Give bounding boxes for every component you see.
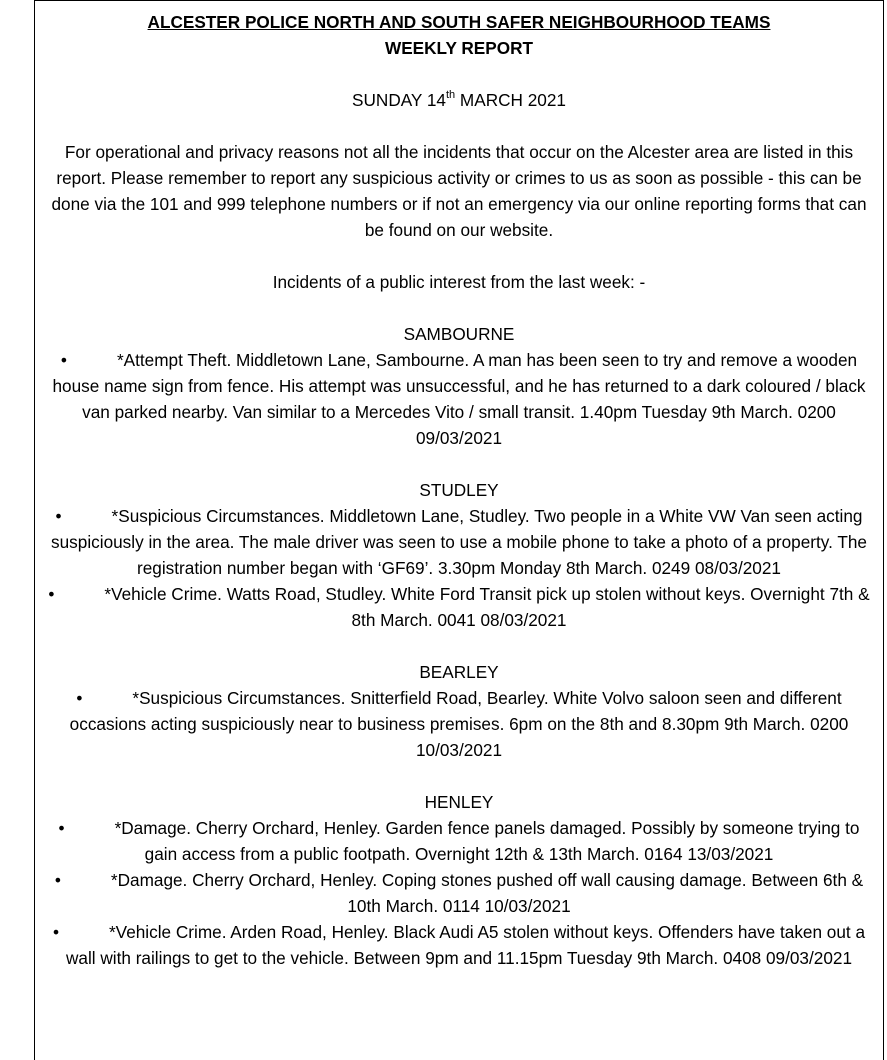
area-heading: HENLEY — [424, 792, 494, 812]
incident-item — [41, 581, 877, 633]
incident-item — [41, 685, 877, 763]
section-henley — [41, 789, 877, 971]
report-date — [41, 87, 877, 113]
incident-item — [41, 347, 877, 451]
report-title: ALCESTER POLICE NORTH AND SOUTH SAFER NEIGHBOURHOOD TEAMS — [147, 12, 771, 32]
bullet-icon: • — [76, 688, 83, 708]
bullet-icon: • — [58, 818, 65, 838]
incident-item — [41, 503, 877, 581]
bullet-icon: • — [55, 506, 62, 526]
report-document — [35, 1, 883, 971]
incidents-lead: Incidents of a public interest from the last week: - — [272, 272, 646, 292]
report-page — [34, 0, 884, 1060]
bullet-icon: • — [52, 922, 59, 942]
incident-text: *Vehicle Crime. Watts Road, Studley. White Ford Transit pick up stolen without keys. Overnight 7th & 8th March. 0041 08/03/2021 — [104, 584, 870, 630]
section-studley — [41, 477, 877, 633]
incident-text: *Suspicious Circumstances. Middletown Lane, Studley. Two people in a White VW Van seen acting suspiciously in the area. The male driver was seen to use a mobile phone to take a photo of a property. The registration number began with ‘GF69’. 3.30pm Monday 8th March. 0249 08/03/2021 — [51, 506, 867, 578]
section-bearley — [41, 659, 877, 763]
report-subtitle: WEEKLY REPORT — [384, 38, 534, 58]
incident-text: *Suspicious Circumstances. Snitterfield Road, Bearley. White Volvo saloon seen and different occasions acting suspiciously near to business premises. 6pm on the 8th and 8.30pm 9th March. 0200 10/03/2021 — [69, 688, 849, 760]
incident-item — [41, 867, 877, 919]
incident-text: *Vehicle Crime. Arden Road, Henley. Black Audi A5 stolen without keys. Offenders have taken out a wall with railings to get to the vehicle. Between 9pm and 11.15pm Tuesday 9th March. 0408 09/03/2021 — [65, 922, 866, 968]
bullet-icon: • — [54, 870, 61, 890]
report-date-day: SUNDAY 14 — [352, 90, 446, 110]
intro-paragraph: For operational and privacy reasons not all the incidents that occur on the Alcester area are listed in this report. Please remember to report any suspicious activity or crimes to us as soon as possible - this can be done via the 101 and 999 telephone numbers or if not an emergency via our online reporting forms that can be found on our website. — [51, 142, 867, 240]
incident-item — [41, 919, 877, 971]
incident-text: *Attempt Theft. Middletown Lane, Sambourne. A man has been seen to try and remove a wooden house name sign from fence. His attempt was unsuccessful, and he has returned to a dark coloured / black van parked nearby. Van similar to a Mercedes Vito / small transit. 1.40pm Tuesday 9th March. 0200 09/03/2021 — [52, 350, 866, 448]
report-date-ordinal: th — [445, 89, 456, 102]
bullet-icon: • — [48, 584, 55, 604]
bullet-icon: • — [60, 350, 67, 370]
incident-item — [41, 815, 877, 867]
area-heading: BEARLEY — [419, 662, 499, 682]
report-date-month-year: MARCH 2021 — [455, 90, 566, 110]
area-heading: SAMBOURNE — [403, 324, 515, 344]
area-heading: STUDLEY — [419, 480, 499, 500]
incident-text: *Damage. Cherry Orchard, Henley. Coping stones pushed off wall causing damage. Between 6th & 10th March. 0114 10/03/2021 — [110, 870, 864, 916]
incident-text: *Damage. Cherry Orchard, Henley. Garden fence panels damaged. Possibly by someone trying to gain access from a public footpath. Overnight 12th & 13th March. 0164 13/03/2021 — [114, 818, 860, 864]
section-sambourne — [41, 321, 877, 451]
